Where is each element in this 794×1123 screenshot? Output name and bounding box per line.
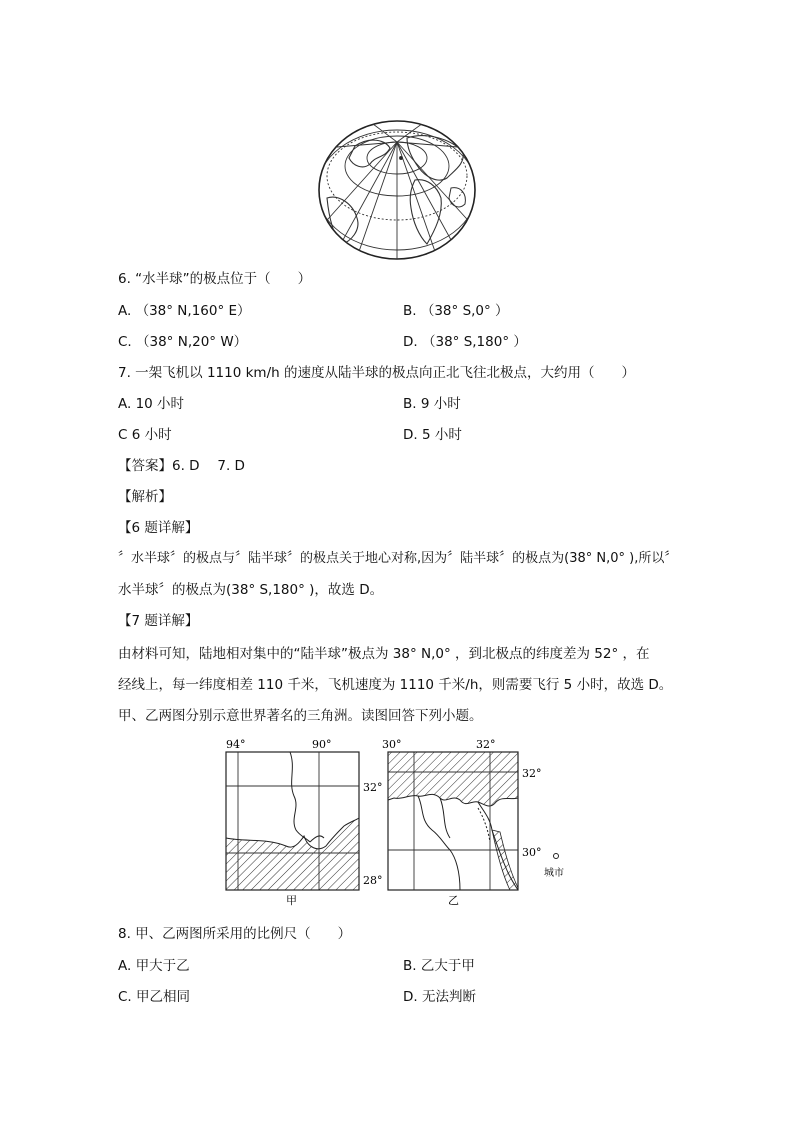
detail7-line2: 经线上，每一纬度相差 110 千米，飞机速度为 1110 千米/h，则需要飞行 5 小时，故选 D。 [118,677,673,693]
jia-lon-right: 90° [312,738,332,751]
detail7-line1: 由材料可知，陆地相对集中的“陆半球”极点为 38° N,0° ，到北极点的纬度差为 52° ，在 [118,646,650,662]
q6-option-a: A. （38° N,160° E） [118,303,251,319]
q8-option-b: B. 乙大于甲 [403,958,475,974]
jia-lon-left: 94° [226,738,246,751]
detail6-line2: 水半球〞的极点为(38° S,180° )，故选 D。 [118,582,384,598]
jia-lat-top: 32° [363,781,383,794]
yi-lon-left: 30° [382,738,402,751]
yi-lat-bottom: 30° [522,846,542,859]
yi-city-label: 城市 [544,868,564,879]
q7-option-a: A. 10 小时 [118,396,185,412]
city-marker-icon [554,854,559,859]
yi-lon-right: 32° [476,738,496,751]
q7-option-d: D. 5 小时 [403,427,462,443]
detail6-line1: 〞水半球〞的极点与〞陆半球〞的极点关于地心对称,因为〞陆半球〞的极点为(38° N,0° ),所以〞 [118,551,678,566]
q6-option-b: B. （38° S,0° ） [403,303,509,319]
analysis-heading: 【解析】 [118,489,172,505]
jia-caption: 甲 [286,894,297,907]
answer-line: 【答案】6. D 7. D [118,458,245,474]
q7-stem: 7. 一架飞机以 1110 km/h 的速度从陆半球的极点向正北飞往北极点，大约用（ ） [118,365,635,381]
q8-option-c: C. 甲乙相同 [118,989,191,1005]
q6-option-c: C. （38° N,20° W） [118,334,248,350]
q8-option-d: D. 无法判断 [403,989,476,1005]
yi-caption: 乙 [448,894,459,907]
q7-option-b: B. 9 小时 [403,396,461,412]
globe-figure [315,118,480,263]
map-yi [380,738,580,908]
jia-lat-bottom: 28° [363,874,383,887]
q6-stem: 6. “水半球”的极点位于（ ） [118,271,312,287]
yi-lat-top: 32° [522,767,542,780]
detail6-heading: 【6 题详解】 [118,520,199,536]
q6-option-d: D. （38° S,180° ） [403,334,527,350]
map-jia [216,738,391,908]
q8-stem: 8. 甲、乙两图所采用的比例尺（ ） [118,926,352,942]
detail7-heading: 【7 题详解】 [118,613,199,629]
q8-option-a: A. 甲大于乙 [118,958,190,974]
intro-line: 甲、乙两图分别示意世界著名的三角洲。读图回答下列小题。 [118,708,483,724]
q7-option-c: C 6 小时 [118,427,172,443]
